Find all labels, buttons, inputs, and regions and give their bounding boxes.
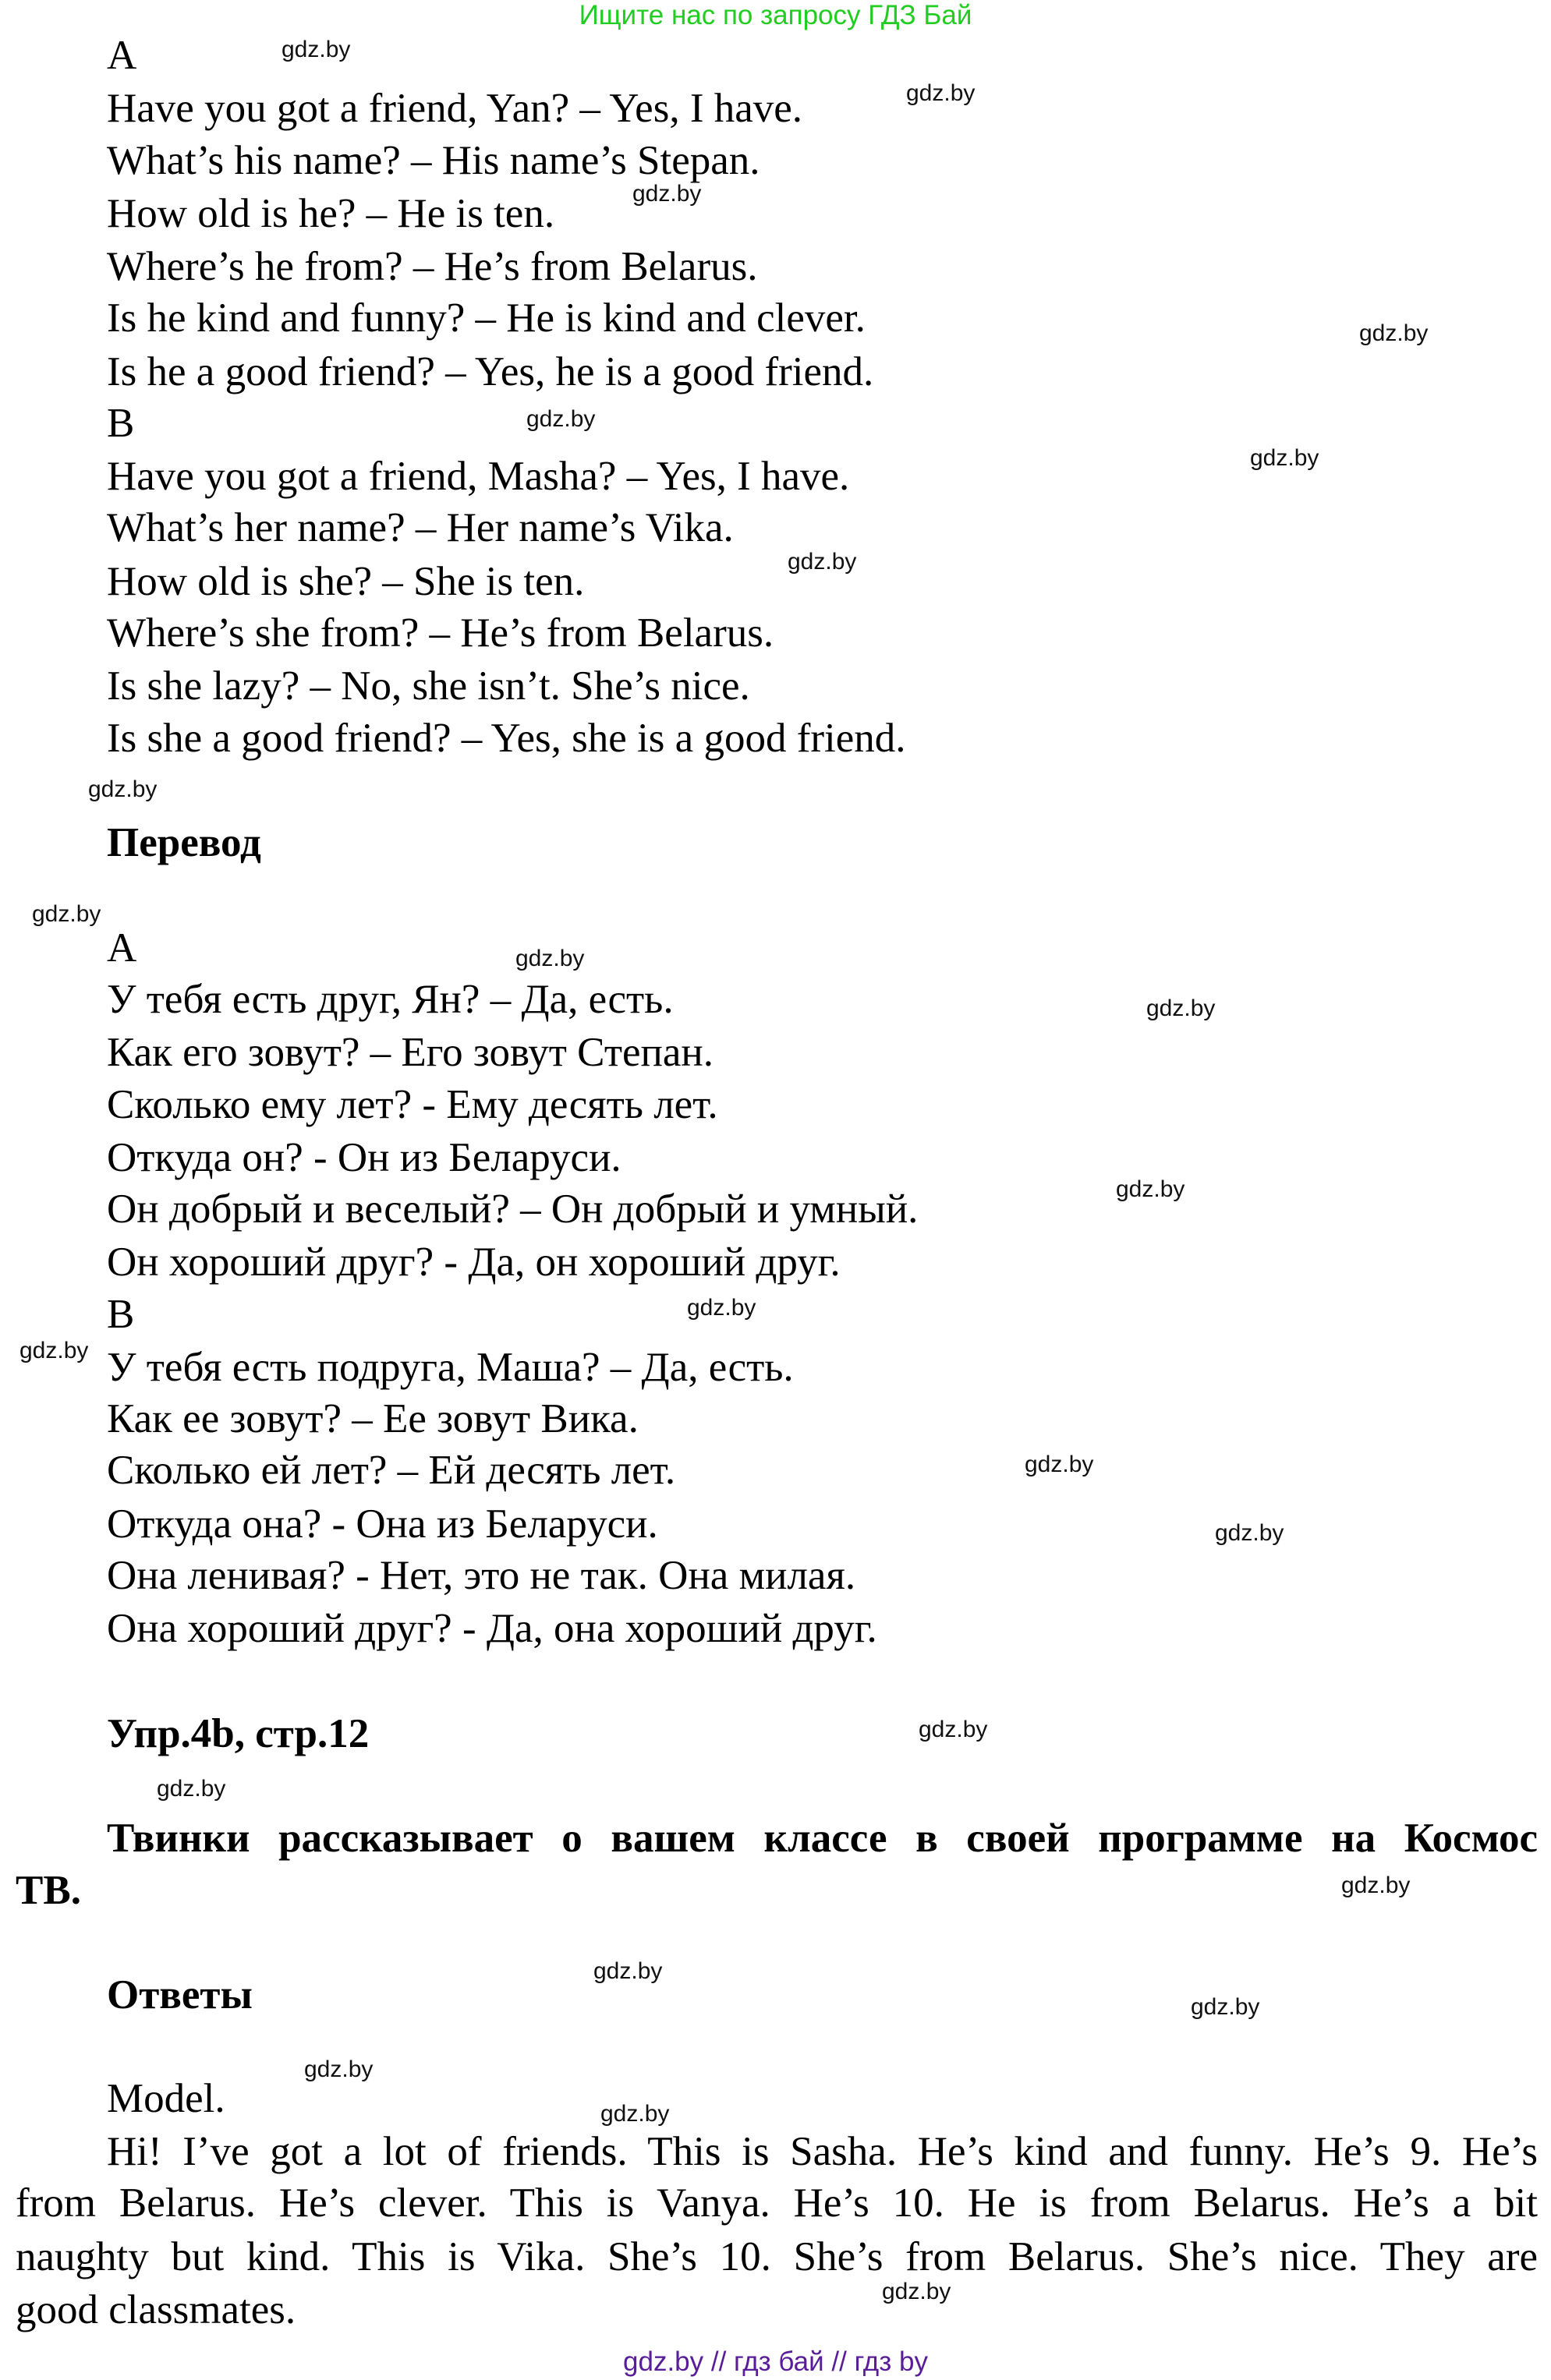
text-line: Он добрый и веселый? – Он добрый и умный.	[107, 1186, 919, 1232]
section-heading: Ответы	[107, 1972, 253, 2018]
text-line: How old is she? – She is ten.	[107, 559, 585, 604]
text-line: Is he a good friend? – Yes, he is a good friend.	[107, 349, 874, 394]
watermark: gdz.by	[632, 181, 702, 207]
watermark: gdz.by	[919, 1717, 988, 1742]
text-line: Сколько ей лет? – Ей десять лет.	[107, 1448, 676, 1493]
text-line: Is she a good friend? – Yes, she is a good friend.	[107, 716, 906, 761]
watermark: gdz.by	[157, 1776, 226, 1802]
watermark: gdz.by	[304, 2056, 374, 2082]
watermark: gdz.by	[1116, 1176, 1185, 1202]
text-line: naughty but kind. This is Vika. She’s 10. She’s from Belarus. She’s nice. They are	[16, 2234, 1538, 2279]
watermark: gdz.by	[1215, 1520, 1284, 1546]
text-line: Она ленивая? - Нет, это не так. Она милая.	[107, 1553, 856, 1598]
watermark: gdz.by	[882, 2279, 951, 2304]
text-line: Is he kind and funny? – He is kind and clever.	[107, 295, 866, 341]
text-line: Как ее зовут? – Ее зовут Вика.	[107, 1396, 639, 1441]
text-line: В	[107, 1292, 135, 1337]
watermark: gdz.by	[1025, 1452, 1094, 1477]
text-line: good classmates.	[16, 2287, 296, 2332]
text-line: Is she lazy? – No, she isn’t. She’s nice.	[107, 663, 750, 709]
text-line: Model.	[107, 2076, 225, 2121]
text-line: What’s her name? – Her name’s Vika.	[107, 505, 734, 550]
watermark: gdz.by	[526, 406, 596, 432]
watermark: gdz.by	[19, 1338, 89, 1363]
text-line: Where’s she from? – He’s from Belarus.	[107, 610, 774, 656]
text-line: А	[107, 925, 137, 971]
text-line: Она хороший друг? - Да, она хороший друг.	[107, 1606, 877, 1651]
section-heading: Твинки рассказывает о вашем классе в своей программе на Космос	[107, 1816, 1538, 1861]
text-line: У тебя есть друг, Ян? – Да, есть.	[107, 977, 674, 1022]
watermark: gdz.by	[88, 776, 158, 802]
watermark: gdz.by	[906, 80, 976, 106]
watermark: gdz.by	[1359, 320, 1429, 346]
text-line: Have you got a friend, Yan? – Yes, I have.	[107, 86, 803, 131]
watermark: gdz.by	[593, 1958, 663, 1984]
text-line: Сколько ему лет? - Ему десять лет.	[107, 1082, 718, 1127]
section-heading: Перевод	[107, 820, 261, 865]
watermark: gdz.by	[282, 37, 351, 62]
text-line: Have you got a friend, Masha? – Yes, I have.	[107, 454, 850, 499]
watermark: gdz.by	[1341, 1873, 1411, 1898]
text-line: What’s his name? – His name’s Stepan.	[107, 138, 760, 183]
text-line: Он хороший друг? - Да, он хороший друг.	[107, 1240, 841, 1285]
text-line: How old is he? – He is ten.	[107, 191, 555, 236]
search-banner: Ищите нас по запросу ГДЗ Бай	[579, 0, 972, 30]
watermark: gdz.by	[515, 946, 585, 971]
section-heading: Упр.4b, стр.12	[107, 1711, 370, 1756]
watermark: gdz.by	[687, 1295, 756, 1321]
section-heading: ТВ.	[16, 1868, 81, 1913]
text-line: Откуда она? - Она из Беларуси.	[107, 1501, 658, 1547]
text-line: B	[107, 401, 135, 446]
text-line: from Belarus. He’s clever. This is Vanya. He’s 10. He is from Belarus. He’s a bit	[16, 2180, 1538, 2226]
text-line: Как его зовут? – Его зовут Степан.	[107, 1030, 714, 1075]
text-line: У тебя есть подруга, Маша? – Да, есть.	[107, 1345, 794, 1390]
footer-links[interactable]: gdz.by // гдз бай // гдз by	[623, 2346, 928, 2377]
text-line: Откуда он? - Он из Беларуси.	[107, 1135, 621, 1180]
watermark: gdz.by	[788, 549, 857, 575]
text-line: A	[107, 33, 137, 78]
watermark: gdz.by	[32, 901, 101, 927]
text-line: Hi! I’ve got a lot of friends. This is Sasha. He’s kind and funny. He’s 9. He’s	[107, 2129, 1538, 2174]
watermark: gdz.by	[1146, 995, 1216, 1021]
watermark: gdz.by	[1250, 445, 1319, 471]
watermark: gdz.by	[600, 2101, 670, 2127]
watermark: gdz.by	[1191, 1994, 1260, 2020]
text-line: Where’s he from? – He’s from Belarus.	[107, 244, 758, 289]
